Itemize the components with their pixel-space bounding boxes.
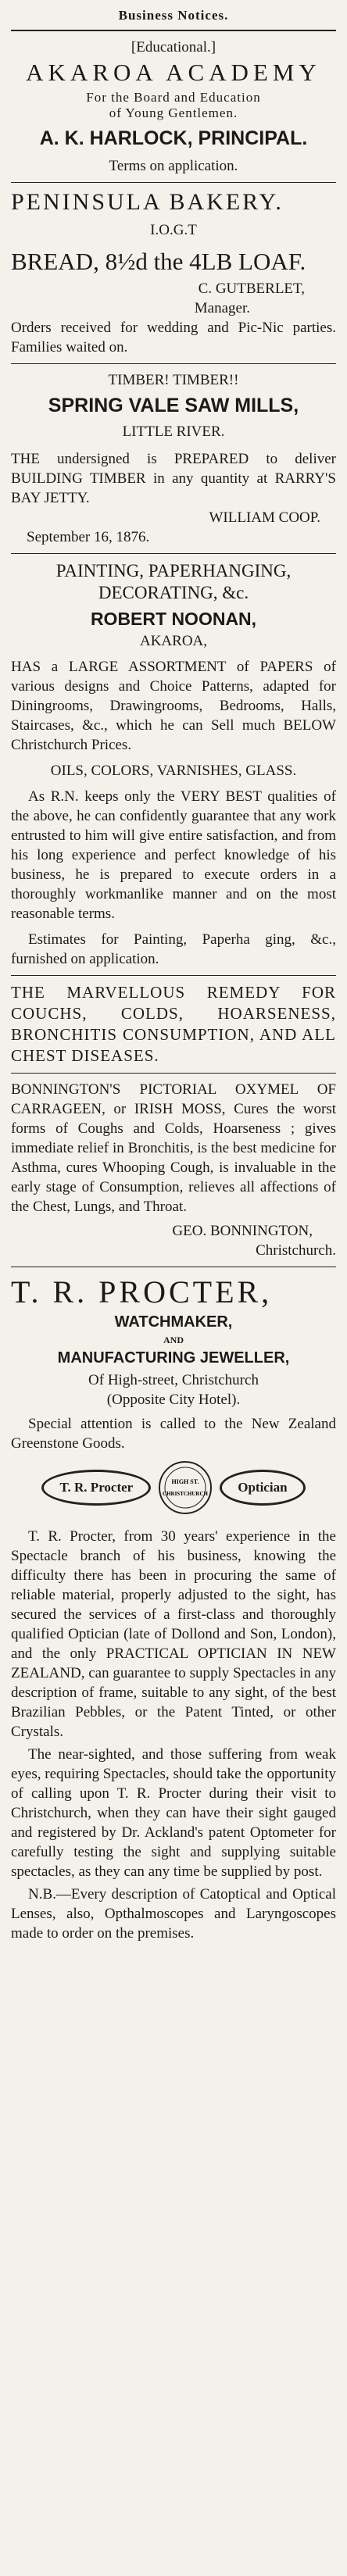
timber-date: September 16, 1876. xyxy=(27,529,150,545)
seal-top-text: HIGH ST. xyxy=(171,1478,199,1485)
procter-hotel: (Opposite City Hotel). xyxy=(106,1392,241,1408)
bakery-ad xyxy=(11,189,336,357)
bonnington-body: BONNINGTON'S PICTORIAL OXYMEL OF CARRAGEEN, or IRISH MOSS, Cures the worst forms of Coughs and Colds, Hoarseness ; gives immediate relief in Bronchitis, is the best medicine for Asthma, cures Whooping Cough, is invaluable in the early stage of Consumption, relieves all affections of the Chest, Lungs, and Throat. xyxy=(11,1081,336,1215)
divider xyxy=(11,975,336,976)
divider xyxy=(11,553,336,554)
painting-body-1: HAS a LARGE ASSORTMENT of PAPERS of various designs and Choice Patterns, adapted for Diningrooms, Drawingrooms, Bedrooms, Halls, Staircases, &c., which he can Sell much BELOW Christchurch Prices. xyxy=(11,659,336,753)
academy-subtitle-1: For the Board and Education xyxy=(86,90,261,105)
procter-emblem xyxy=(11,1461,336,1514)
divider xyxy=(11,182,336,183)
painting-body-2: As R.N. keeps only the VERY BEST qualities of the above, he can confidently guarantee that any work entrusted to him will give entire satisfaction, and from his long experience and perfect knowledge of his business, he is prepared to execute orders in a thoroughly workmanlike manner and on the most reasonable terms. xyxy=(11,788,336,922)
procter-body-3: N.B.—Every description of Catoptical and Optical Lenses, also, Opthalmoscopes and Laryngoscopes made to order on the premises. xyxy=(11,1886,336,1942)
procter-body-1: T. R. Procter, from 30 years' experience in the Spectacle branch of his business, knowing the difficulty there has been in procuring the same of reliable material, properly adjusted to the sight, has secured the services of a first-class and thoroughly qualified Optician (late of Dollond and Son, London), and the only PRACTICAL OPTICIAN IN NEW ZEALAND, can guarantee to supply Spectacles in any description of frame, suitable to any sight, of the best Brazilian Pebbles, or the Patent Tinted, or other Crystals. xyxy=(11,1528,336,1740)
procter-oval-right: Optician xyxy=(220,1470,305,1506)
bonnington-town: Christchurch. xyxy=(256,1242,336,1259)
painting-estimates: Estimates for Painting, Paperha ging, &c., furnished on application. xyxy=(11,931,336,967)
bonnington-ad xyxy=(11,1080,336,1260)
procter-ad xyxy=(11,1274,336,1943)
bonnington-signature: GEO. BONNINGTON, xyxy=(172,1223,313,1239)
remedy-text: THE MARVELLOUS REMEDY FOR COUCHS, COLDS, HOARSENESS, BRONCHITIS CONSUMPTION, AND ALL CHEST DISEASES. xyxy=(11,983,336,1065)
procter-trade-2: MANUFACTURING JEWELLER, xyxy=(57,1349,290,1367)
procter-body-2: The near-sighted, and those suffering from weak eyes, requiring Spectacles, should take the opportunity of calling upon T. R. Procter during their visit to Christchurch, when they can have their sight gauged and registered by Dr. Ackland's patent Optometer for carefully testing the sight and supplying suitable spectacles, as they can any time be supplied by post. xyxy=(11,1746,336,1880)
academy-subtitle-2: of Young Gentlemen. xyxy=(109,105,238,120)
procter-address: Of High-street, Christchurch xyxy=(88,1372,259,1388)
procter-oval-left: T. R. Procter xyxy=(41,1470,151,1506)
bakery-manager-name: C. GUTBERLET, xyxy=(198,280,305,297)
divider xyxy=(11,363,336,364)
academy-title: AKAROA ACADEMY xyxy=(26,59,321,86)
timber-headline: TIMBER! TIMBER!! xyxy=(108,372,239,388)
divider xyxy=(11,30,336,31)
procter-trade-1: WATCHMAKER, xyxy=(114,1313,233,1331)
divider xyxy=(11,1073,336,1074)
painting-name: ROBERT NOONAN, xyxy=(90,609,257,629)
timber-signature: WILLIAM COOP. xyxy=(209,509,320,526)
academy-terms: Terms on application. xyxy=(109,158,238,174)
painting-headline: PAINTING, PAPERHANGING, DECORATING, &c. xyxy=(55,561,292,602)
bakery-manager-title: Manager. xyxy=(194,300,250,316)
timber-ad xyxy=(11,370,336,547)
bakery-iogt: I.O.G.T xyxy=(150,222,197,238)
procter-name: T. R. PROCTER, xyxy=(11,1274,273,1309)
bakery-bread-price: BREAD, 8½d the 4LB LOAF. xyxy=(11,248,306,275)
painting-oils: OILS, COLORS, VARNISHES, GLASS. xyxy=(50,763,297,779)
timber-mills: SPRING VALE SAW MILLS, xyxy=(48,395,299,416)
seal-icon xyxy=(162,1464,209,1511)
painting-ad xyxy=(11,560,336,969)
remedy-ad xyxy=(11,982,336,1066)
timber-body: THE undersigned is PREPARED to deliver BUILDING TIMBER in any quantity at RARRY'S BAY JETTY. xyxy=(11,451,336,506)
seal-bottom-text: CHRISTCHURCH xyxy=(163,1491,209,1497)
timber-river: LITTLE RIVER. xyxy=(122,423,225,440)
procter-and: AND xyxy=(163,1334,184,1345)
academy-ad xyxy=(11,38,336,176)
section-header: Business Notices. xyxy=(118,8,229,23)
painting-town: AKAROA, xyxy=(139,633,208,649)
academy-principal: A. K. HARLOCK, PRINCIPAL. xyxy=(39,127,308,149)
procter-seal xyxy=(159,1461,212,1514)
academy-tag: [Educational.] xyxy=(131,39,216,55)
bakery-title: PENINSULA BAKERY. xyxy=(11,189,284,215)
procter-special: Special attention is called to the New Zealand Greenstone Goods. xyxy=(11,1416,336,1452)
bakery-orders: Orders received for wedding and Pic-Nic parties. Families waited on. xyxy=(11,320,336,355)
